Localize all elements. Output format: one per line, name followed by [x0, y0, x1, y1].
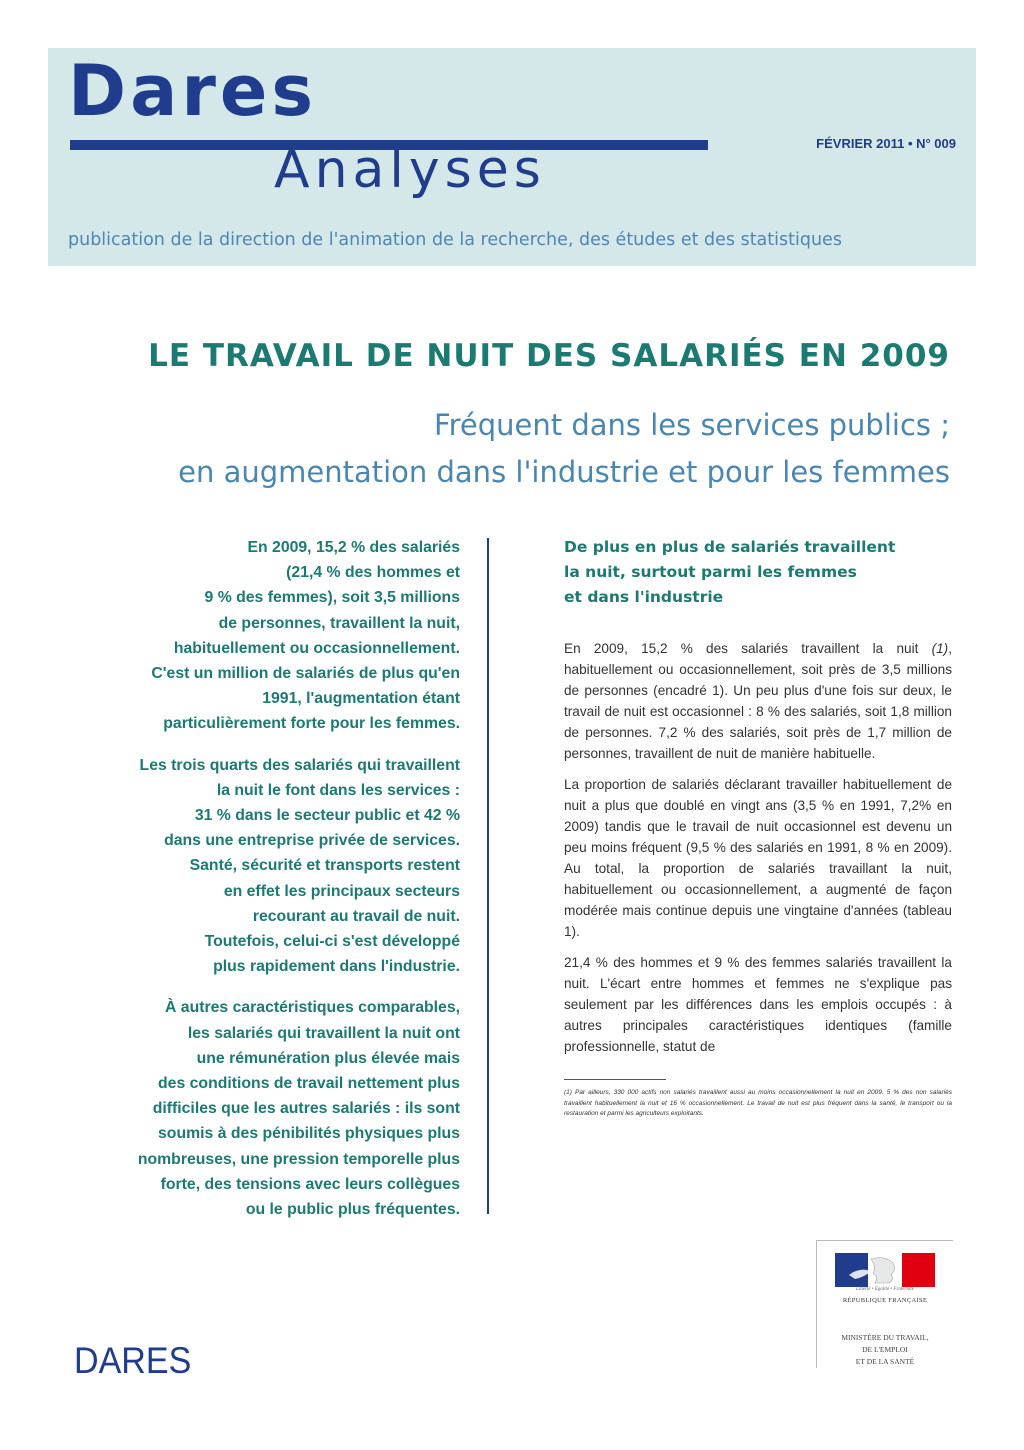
summary-line: particulièrement forte pour les femmes. [163, 715, 460, 733]
summary-line: la nuit le font dans les services : [216, 781, 460, 799]
dares-logo-text: Dares [68, 50, 318, 132]
summary-line: en effet les principaux secteurs [223, 882, 460, 900]
body-paragraph-2: La proportion de salariés déclarant travailler habituellement de nuit a plus que doublé en vingt ans (3,5 % en 1991, 7,2% en 2009) tandis que le travail de nuit occasionnel est devenu un peu moins fréquent (9,5 % des salariés en 1991, 8 % en 2009). Au total, la proportion de salariés travaillant la nuit, habituellement ou occasionnellement, a augmenté de façon modérée mais continue depuis une vingtaine d'années (tableau 1). [564, 777, 952, 939]
footnote: (1) Par ailleurs, 330 000 actifs non salariés travaillent aussi au moins occasionnellement la nuit en 2009. 5 % des non salariés travaillent habituellement la nuit et 16 % occasionnellement. Le travail de nuit est plus fréquent dans la santé, le transport ou la restauration et parmi les agriculteurs exploitants. [564, 1089, 952, 1117]
issue-date: FÉVRIER 2011 • N° 009 [816, 136, 956, 151]
republique-francaise-logo [816, 1240, 953, 1341]
summary-line: 31 % dans le secteur public et 42 % [194, 807, 460, 825]
summary-line: soumis à des pénibilités physiques plus [158, 1125, 460, 1143]
ministry-line: ET DE LA SANTÉ [855, 1357, 915, 1366]
summary-line: (21,4 % des hommes et [286, 564, 460, 582]
summary-line: une rémunération plus élevée mais [196, 1049, 460, 1067]
ministry-line: DE L'EMPLOI [862, 1345, 908, 1354]
republique-motto: Liberté • Égalité • Fraternité [856, 1287, 914, 1292]
subtitle-line-2: en augmentation dans l'industrie et pour les femmes [178, 455, 950, 489]
heading-line: De plus en plus de salariés travaillent [564, 538, 896, 556]
summary-paragraph-3 [60, 995, 460, 1222]
summary-line: forte, des tensions avec leurs collègues [160, 1175, 460, 1193]
subtitle-line-1: Fréquent dans les services publics ; [434, 408, 950, 442]
article-body-column [564, 535, 952, 1120]
summary-line: Santé, sécurité et transports restent [189, 857, 460, 875]
republique-francaise-text: RÉPUBLIQUE FRANÇAISE [842, 1297, 928, 1304]
summary-line: 9 % des femmes), soit 3,5 millions [204, 589, 460, 607]
summary-line: En 2009, 15,2 % des salariés [247, 539, 460, 556]
article-title: LE TRAVAIL DE NUIT DES SALARIÉS EN 2009 [148, 338, 950, 374]
dares-footer-logo: DARES [74, 1340, 192, 1381]
summary-line: des conditions de travail nettement plus [158, 1075, 460, 1093]
body-paragraph-1: En 2009, 15,2 % des salariés travaillent la nuit (1), habituellement ou occasionnellement, soit près de 3,5 millions de personnes (encadré 1). Un peu plus d'une fois sur deux, le travail de nuit est occasionnel : 8 % des salariés, soit 1,8 million de personnes. 7,2 % des salariés, soit près de 1,7 million de personnes, travaillent de nuit de manière habituelle. [564, 641, 952, 761]
summary-line: habituellement ou occasionnellement. [173, 639, 460, 657]
article-subtitle [178, 402, 950, 496]
section-heading [564, 535, 952, 610]
summary-paragraph-1 [60, 535, 460, 737]
summary-line: recourant au travail de nuit. [252, 907, 460, 925]
analyses-logo-text: Analyses [274, 140, 546, 200]
summary-line: dans une entreprise privée de services. [164, 832, 460, 850]
summary-paragraph-2 [60, 753, 460, 980]
summary-line: nombreuses, une pression temporelle plus [137, 1150, 460, 1168]
summary-line: ou le public plus fréquentes. [245, 1201, 460, 1219]
body-paragraph-3: 21,4 % des hommes et 9 % des femmes salariés travaillent la nuit. L'écart entre hommes et femmes ne s'explique pas seulement par les différences dans les emplois occupés : à autres principales caractéristiques identiques (famille professionnelle, statut de [564, 955, 952, 1054]
summary-line: Les trois quarts des salariés qui travaillent [139, 756, 460, 774]
summary-line: À autres caractéristiques comparables, [164, 999, 460, 1017]
summary-column [60, 535, 460, 1238]
ministry-name [816, 1330, 953, 1368]
heading-line: la nuit, surtout parmi les femmes [564, 563, 857, 581]
column-divider [487, 538, 489, 1214]
masthead [48, 48, 976, 266]
summary-line: les salariés qui travaillent la nuit ont [187, 1024, 460, 1042]
summary-line: 1991, l'augmentation étant [262, 690, 460, 708]
summary-line: plus rapidement dans l'industrie. [213, 958, 460, 976]
summary-line: Toutefois, celui-ci s'est développé [204, 933, 460, 951]
footnote-ref: (1) [931, 641, 949, 656]
summary-line: difficiles que les autres salariés : ils sont [152, 1100, 460, 1118]
footnote-rule [564, 1079, 666, 1080]
heading-line: et dans l'industrie [564, 588, 724, 606]
summary-line: de personnes, travaillent la nuit, [218, 614, 460, 632]
ministry-line: MINISTÈRE DU TRAVAIL, [841, 1333, 929, 1342]
masthead-subtitle: publication de la direction de l'animation de la recherche, des études et des statistiques [68, 230, 842, 250]
marianne-icon [835, 1253, 935, 1287]
summary-line: C'est un million de salariés de plus qu'en [151, 665, 460, 683]
